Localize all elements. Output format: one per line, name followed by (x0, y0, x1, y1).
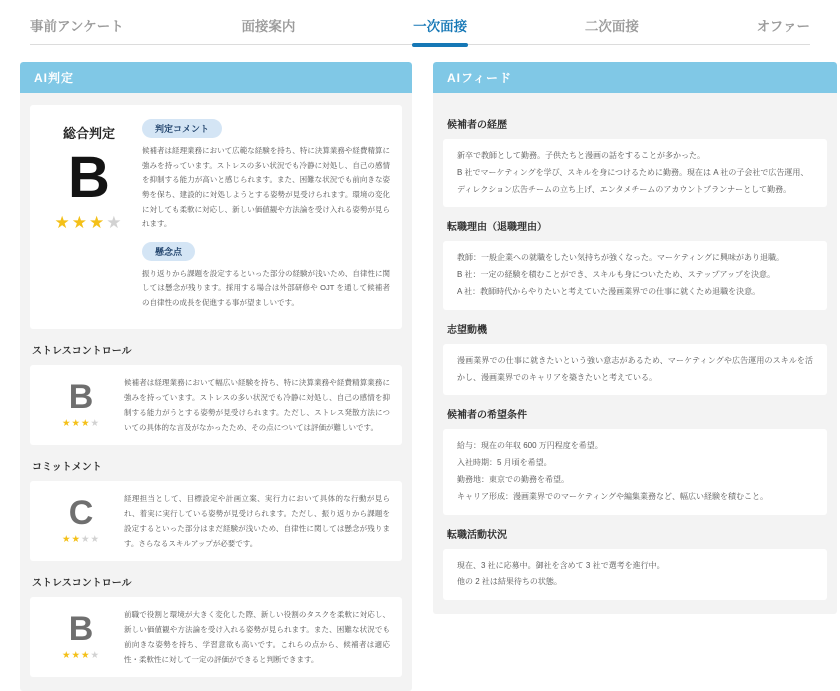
tab-interview-guide[interactable]: 面接案内 (241, 19, 296, 34)
feed-line: 新卒で教師として勤務。子供たちと漫画の話をすることが多かった。 (457, 151, 705, 160)
star-rating (38, 650, 124, 661)
assessment-section-title: ストレスコントロール (32, 345, 132, 357)
assessment-text: 前職で役割と環境が大きく変化した際、新しい役割のタスクを柔軟に対応し、新しい価値観や方法論を受け入れる姿勢が見られます。また、困難な状況でも前向きな姿勢を持ち、学習意欲も高いです。これらの点から、候補者は適応性・柔軟性に対して一定の評価ができると判断できます。 (124, 609, 390, 664)
feed-line: キャリア形成：漫画業界でのマーケティングや編集業務など、幅広い経験を積むこと。 (457, 491, 769, 501)
assessment-section-title: コミットメント (32, 461, 102, 473)
star-icon: ★ (106, 212, 124, 232)
feed-section (443, 116, 827, 207)
feed-section-title: 候補者の希望条件 (447, 410, 527, 422)
grade-letter: B (68, 377, 94, 416)
ai-feed-panel-title: AIフィード (433, 62, 837, 93)
assessment-card (30, 365, 402, 445)
assessment-card (30, 597, 402, 677)
star-icon: ★ (61, 534, 72, 546)
star-icon: ★ (61, 418, 72, 430)
overall-judgment-card (30, 105, 402, 329)
star-icon: ★ (90, 418, 101, 430)
star-icon: ★ (71, 650, 81, 662)
feed-line: ディレクション広告チームの立ち上げ、エンタメチームのアカウントプランナーとして勤務。 (457, 184, 792, 194)
star-icon: ★ (71, 418, 81, 430)
assessment-card (30, 481, 402, 561)
panels-container (20, 62, 837, 691)
feed-card (443, 344, 827, 396)
feed-line: 現在、3 社に応募中。御社を含めて 3 社で選考を進行中。 (457, 560, 665, 570)
assessment-section (30, 574, 402, 677)
feed-section (443, 218, 827, 309)
star-icon: ★ (61, 650, 72, 662)
star-icon: ★ (90, 650, 101, 662)
feed-section-title: 転職理由（退職理由） (447, 222, 547, 234)
overall-star-rating (42, 213, 136, 233)
feed-line: 給与：現在の年収 600 万円程度を希望。 (457, 441, 603, 451)
concern-badge: 懸念点 (142, 242, 195, 261)
feed-line: 他の 2 社は結果待ちの状態。 (457, 577, 562, 587)
ai-feed-panel (433, 62, 837, 614)
overall-grade-block (42, 117, 136, 319)
assessment-grade-block (38, 491, 124, 551)
star-icon: ★ (54, 212, 72, 232)
feed-section (443, 321, 827, 396)
star-icon: ★ (81, 650, 91, 662)
ai-judgment-panel-title: AI判定 (20, 62, 412, 93)
assessment-section (30, 342, 402, 445)
overall-grade-letter: B (68, 145, 110, 210)
star-icon: ★ (90, 534, 101, 546)
star-icon: ★ (71, 212, 89, 232)
ai-judgment-panel (20, 62, 412, 691)
assessment-grade-block (38, 375, 124, 435)
overall-judgment-label: 総合判定 (62, 126, 115, 141)
grade-letter: B (68, 609, 94, 648)
feed-card (443, 139, 827, 207)
judgment-comment-badge: 判定コメント (142, 119, 222, 138)
tab-second-interview[interactable]: 二次面接 (584, 19, 639, 34)
ai-feed-panel-body (433, 93, 837, 614)
feed-section (443, 526, 827, 601)
assessment-section (30, 458, 402, 561)
star-rating (38, 418, 124, 429)
feed-card (443, 241, 827, 309)
feed-section-title: 志望動機 (447, 324, 487, 336)
star-icon: ★ (81, 534, 91, 546)
concern-text: 振り返りから課題を設定するといった部分の経験が浅いため、自律性に関しては懸念が残ります。採用する場合は外部研修や OJT を通して候補者の自律性の成長を促進する事が望ましいです。 (142, 268, 390, 307)
overall-comment-block (136, 117, 390, 319)
star-rating (38, 534, 124, 545)
ai-judgment-panel-body (20, 93, 412, 691)
tab-pre-survey[interactable]: 事前アンケート (30, 19, 124, 34)
assessment-section-title: ストレスコントロール (32, 577, 132, 589)
grade-letter: C (68, 493, 94, 532)
star-icon: ★ (81, 418, 91, 430)
tab-bar (30, 0, 810, 45)
feed-line: B 社でマーケティングを学び、スキルを身につけるために勤務。現在は A 社の子会社で広告運用、 (457, 167, 809, 177)
assessment-sections (30, 342, 402, 677)
feed-line: 漫画業界での仕事に就きたいという強い意志があるため、マーケティングや広告運用のスキルを活かし、漫画業界でのキャリアを築きたいと考えている。 (457, 355, 813, 382)
star-icon: ★ (89, 212, 107, 232)
tab-offer[interactable]: オファー (756, 19, 810, 34)
feed-card (443, 549, 827, 601)
tab-first-interview[interactable]: 一次面接 (413, 15, 467, 45)
feed-section-title: 候補者の経歴 (447, 120, 507, 131)
feed-section (443, 406, 827, 514)
feed-line: A 社：教師時代からやりたいと考えていた漫画業界での仕事に就くため退職を決意。 (457, 286, 761, 296)
feed-line: 入社時期：5 月頃を希望。 (457, 458, 552, 468)
feed-line: 教師：一般企業への就職をしたい気持ちが強くなった。マーケティングに興味があり退職。 (457, 253, 785, 263)
feed-section-title: 転職活動状況 (447, 529, 507, 541)
judgment-comment-text: 候補者は経理業務において広範な経験を持ち、特に決算業務や経費精算に強みを持っています。ストレスの多い状況でも冷静に対処し、自己の感情を抑制する能力が高いと感じられます。また、困難な状況でも前向きな姿勢を保ち、建設的に対処しようとする姿勢が見受けられます。環境の変化に対しても柔軟に対応し、新しい価値観や方法論を受け入れる姿勢が見られます。 (142, 146, 390, 229)
assessment-text: 候補者は経理業務において幅広い経験を持ち、特に決算業務や経費精算業務に強みを持っています。ストレスの多い状況でも冷静に対処し、自己の感情を抑制する能力がうとする姿勢が見受けられます。ただし、ストレス発散方法についての具体的な言及がなかったため、その点については評価が難しいです。 (124, 377, 390, 432)
assessment-grade-block (38, 607, 124, 667)
star-icon: ★ (71, 534, 81, 546)
feed-card (443, 429, 827, 514)
assessment-text: 経理担当として、目標設定や計画立案、実行力において具体的な行動が見られ、着実に実行している姿勢が見受けられます。ただし、振り返りから課題を設定するといった部分はまだ経験が浅いため、自律性に関しては懸念が残ります。さらなるスキルアップが必要です。 (124, 493, 390, 548)
feed-line: 勤務地：東京での勤務を希望。 (457, 474, 569, 484)
feed-line: B 社：一定の経験を積むことができ、スキルも身についたため、ステップアップを決意。 (457, 270, 775, 280)
